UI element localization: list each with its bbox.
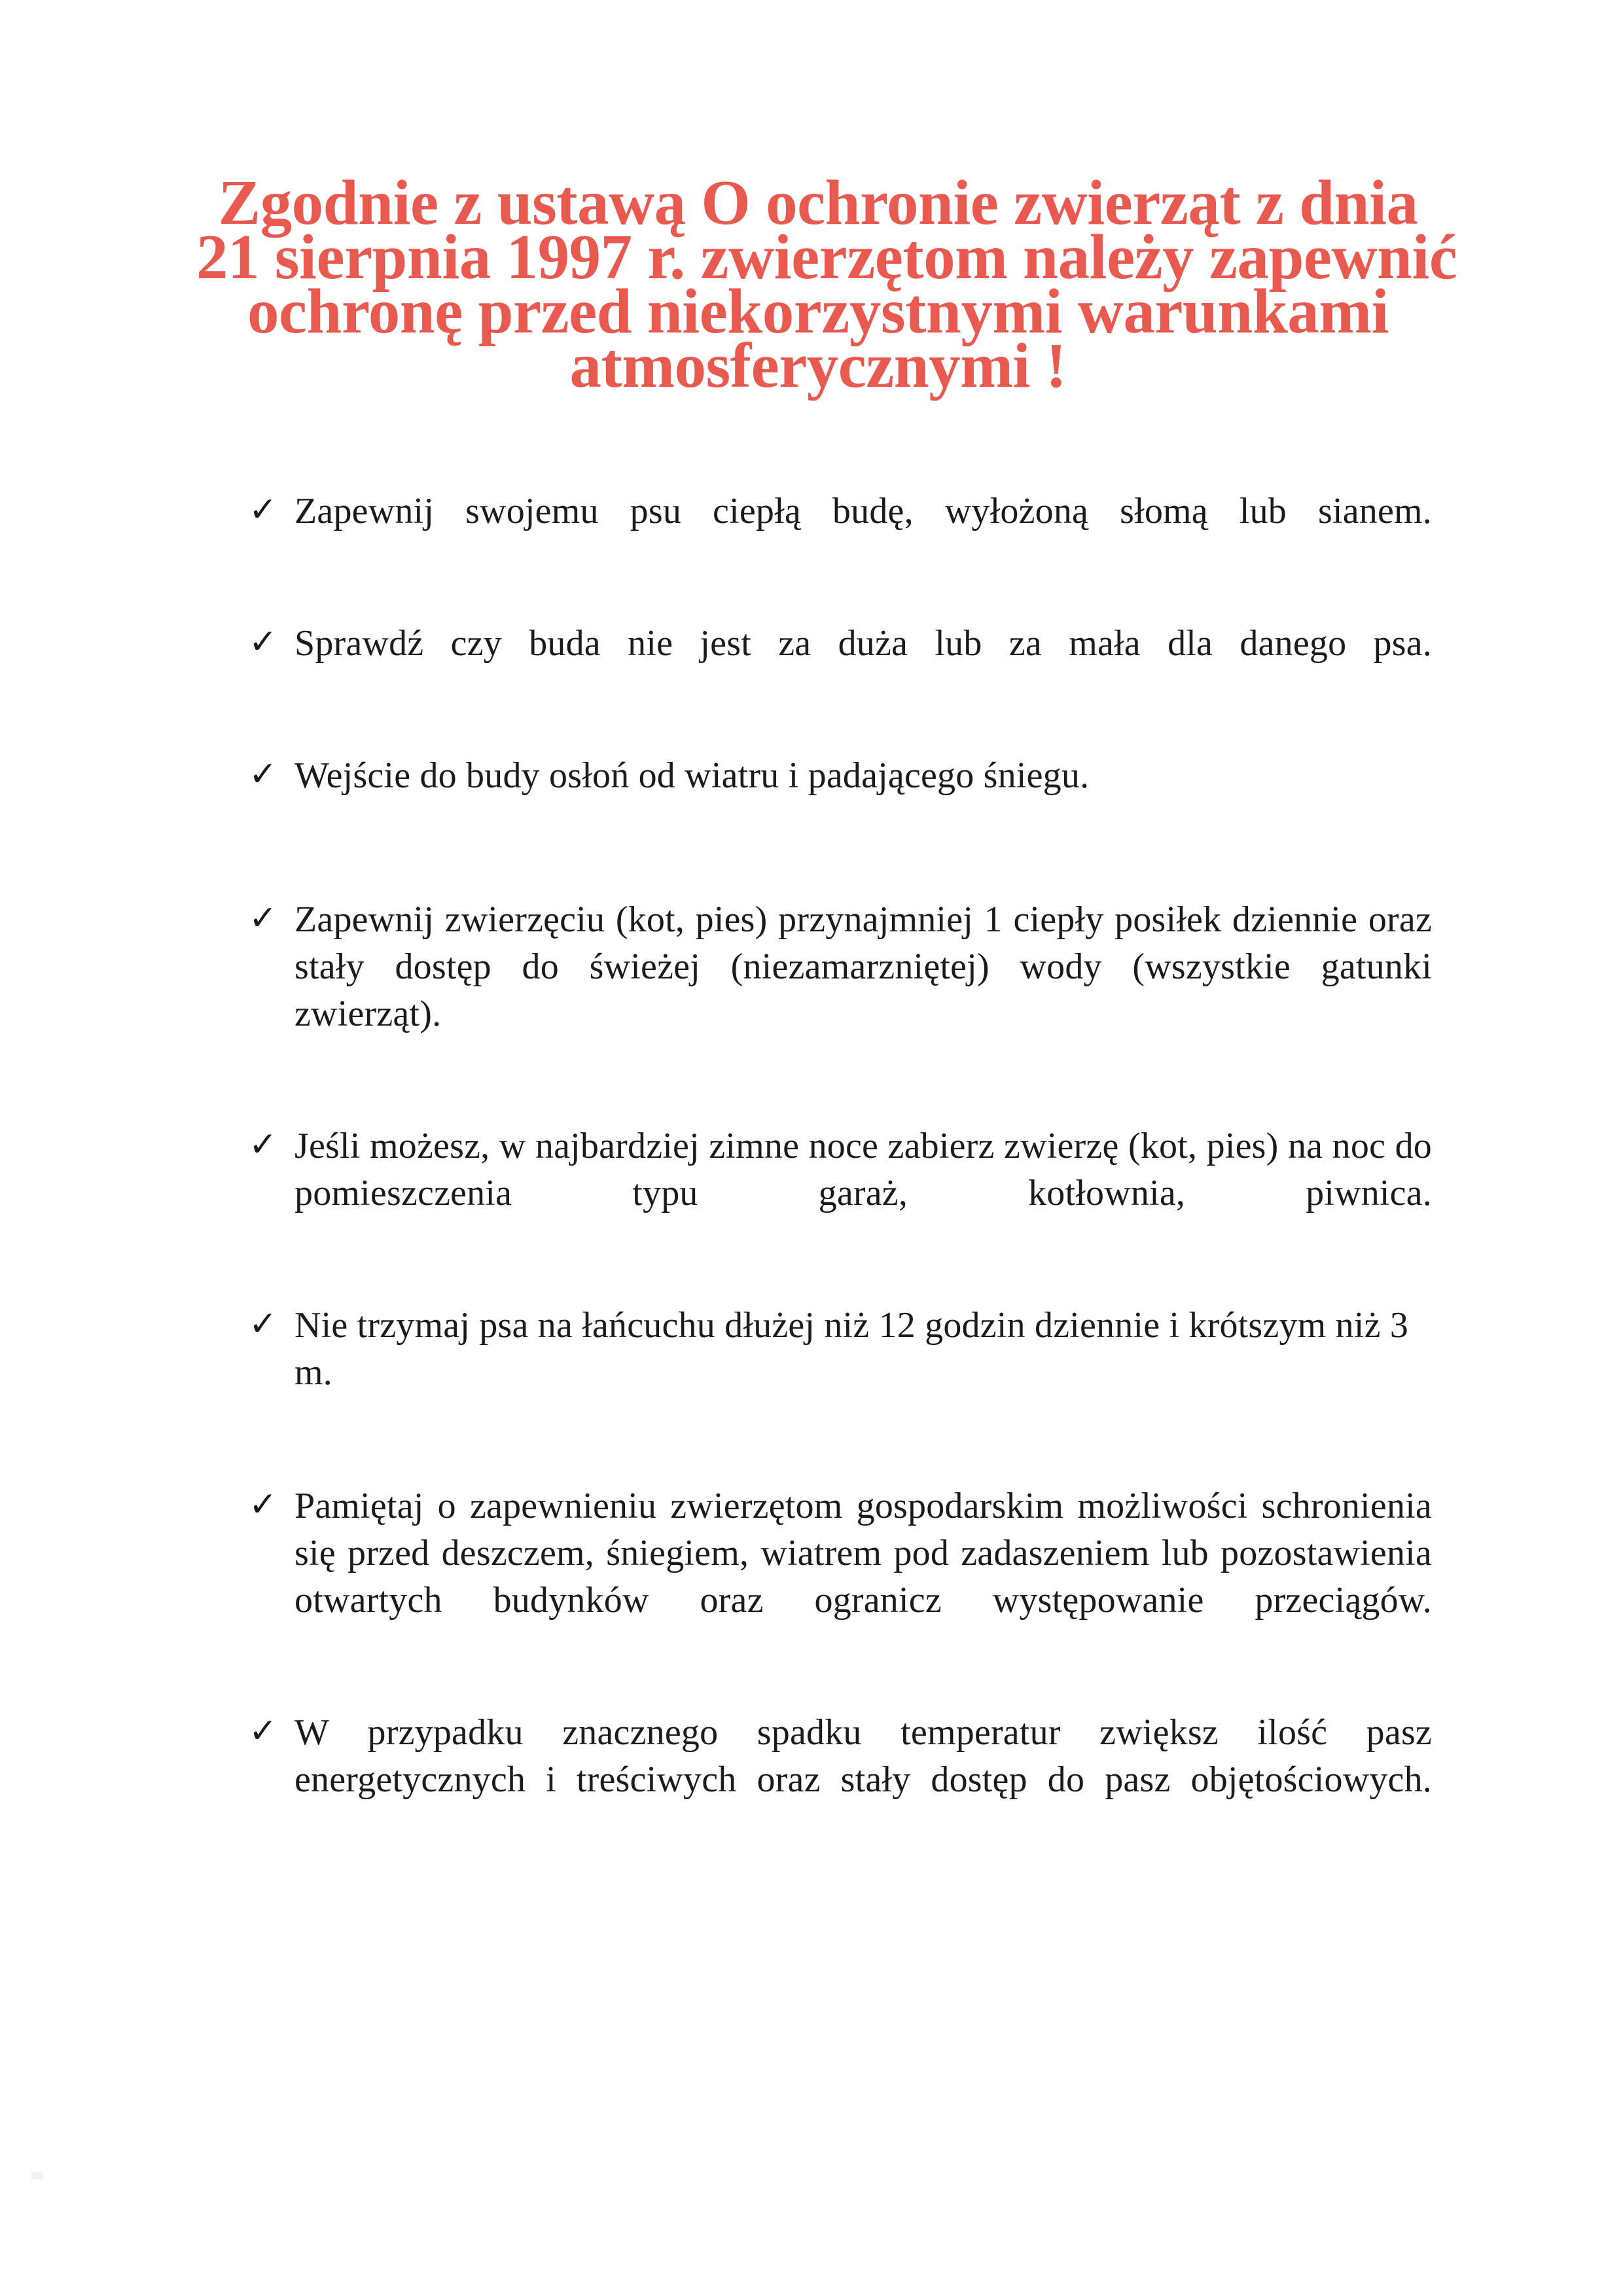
check-icon: ✓ xyxy=(249,1125,277,1164)
list-item-text: Jeśli możesz, w najbardziej zimne noce zabierz zwierzę (kot, pies) na noc do pomieszczenia typu garaż, kotłownia, piwnica. xyxy=(294,1126,1432,1213)
title-line-4: atmosferycznymi ! xyxy=(569,331,1067,401)
check-icon: ✓ xyxy=(249,755,277,794)
list-item-text: Zapewnij swojemu psu ciepłą budę, wyłożoną słomą lub sianem. xyxy=(294,491,1432,531)
check-icon: ✓ xyxy=(249,899,277,938)
page-title xyxy=(196,168,1457,401)
check-icon: ✓ xyxy=(249,1485,277,1524)
list-item xyxy=(247,620,1432,714)
list-item xyxy=(247,1709,1432,1850)
list-item-text: Wejście do budy osłoń od wiatru i padającego śniegu. xyxy=(294,755,1090,796)
title-line-3: ochronę przed niekorzystnymi warunkami xyxy=(247,276,1389,346)
list-item xyxy=(247,488,1432,582)
list-item-text: Zapewnij zwierzęciu (kot, pies) przynajmniej 1 ciepły posiłek dziennie oraz stały dostęp do świeżej (niezamarzniętej) wody (wszystkie gatunki zwierząt). xyxy=(294,899,1432,1034)
list-item xyxy=(247,1302,1432,1396)
check-icon: ✓ xyxy=(249,490,277,529)
scan-artifact xyxy=(31,2172,43,2179)
check-icon: ✓ xyxy=(249,1304,277,1344)
list-item-text: W przypadku znacznego spadku temperatur zwiększ ilość pasz energetycznych i treściwych oraz stały dostęp do pasz objętościowych. xyxy=(294,1712,1432,1800)
list-item-text: Sprawdź czy buda nie jest za duża lub za mała dla danego psa. xyxy=(294,623,1432,664)
list-item xyxy=(247,752,1432,799)
title-line-2: 21 sierpnia 1997 r. zwierzętom należy zapewnić xyxy=(196,222,1457,292)
title-line-1: Zgodnie z ustawą O ochronie zwierząt z dnia xyxy=(218,168,1418,238)
list-item xyxy=(247,1122,1432,1264)
check-icon: ✓ xyxy=(249,1712,277,1751)
list-item xyxy=(247,896,1432,1085)
check-icon: ✓ xyxy=(249,622,277,662)
list-item-text: Nie trzymaj psa na łańcuchu dłużej niż 12 godzin dziennie i krótszym niż 3 m. xyxy=(294,1305,1409,1393)
list-item-text: Pamiętaj o zapewnieniu zwierzętom gospodarskim możliwości schronienia się przed deszczem, śniegiem, wiatrem pod zadaszeniem lub pozostawienia otwartych budynków oraz ogranicz występowanie przeciągów. xyxy=(294,1486,1432,1621)
checklist xyxy=(247,488,1432,1850)
list-item xyxy=(247,1482,1432,1671)
